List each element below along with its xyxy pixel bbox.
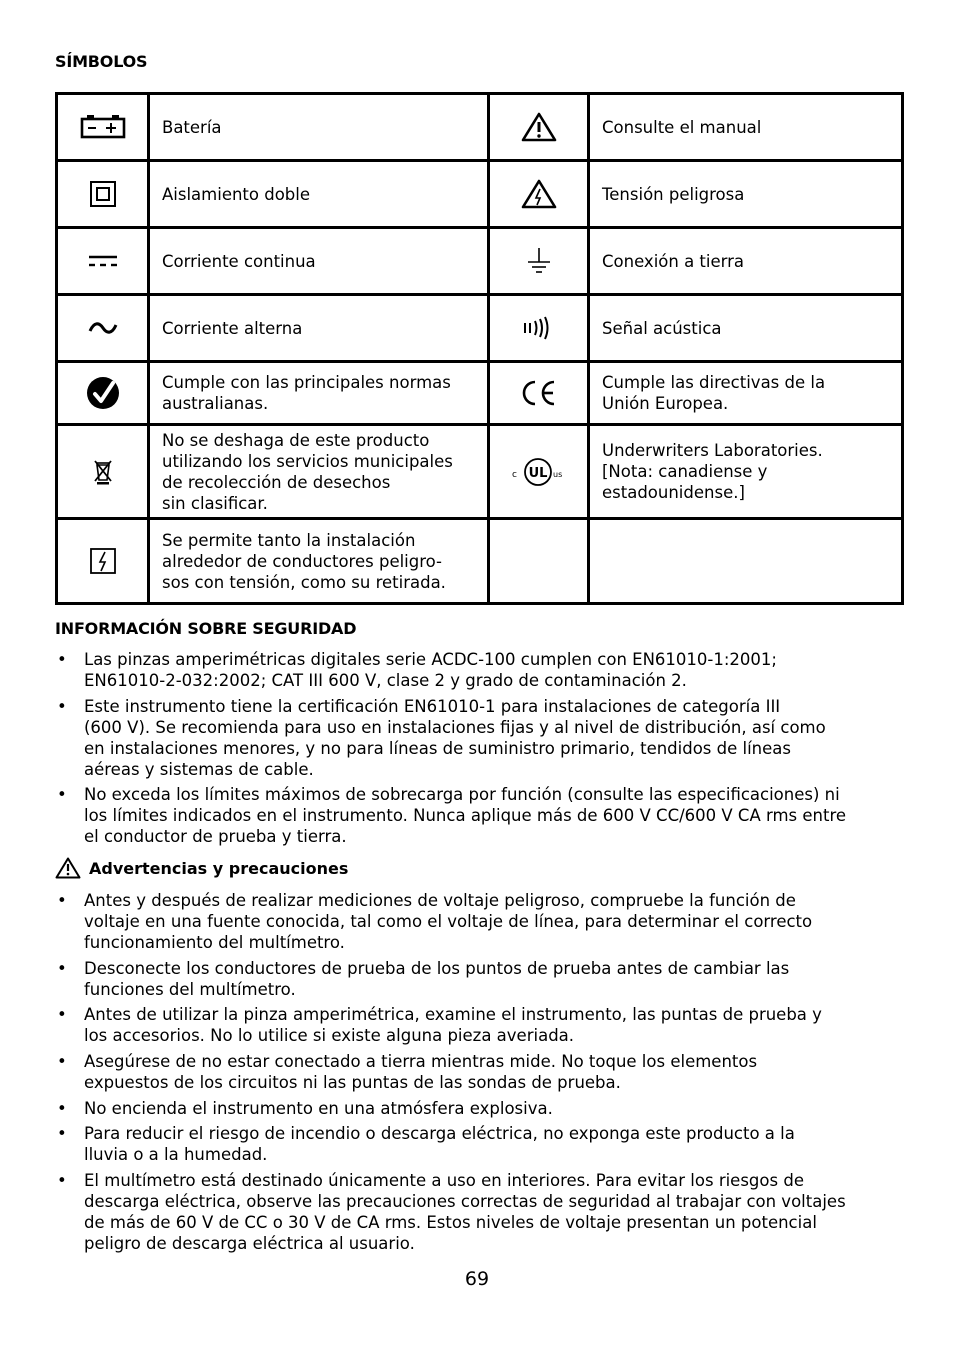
symbol-label: Señal acústica xyxy=(589,295,903,362)
list-item: • Desconecte los conductores de prueba de los puntos de prueba antes de cambiar las funciones del multímetro. xyxy=(55,958,907,1000)
battery-icon xyxy=(80,114,126,140)
symbol-label: Corriente continua xyxy=(149,228,489,295)
list-item: • Antes y después de realizar mediciones de voltaje peligroso, compruebe la función de voltaje en una fuente conocida, tal como el voltaje de línea, para determinar el correcto funcionamiento del multímetro. xyxy=(55,890,907,953)
list-item: • Las pinzas amperimétricas digitales serie ACDC-100 cumplen con EN61010-1:2001; EN61010-2-032:2002; CAT III 600 V, clase 2 y grado de contaminación 2. xyxy=(55,649,907,691)
warnings-list xyxy=(55,890,907,1259)
page-number: 69 xyxy=(464,1268,490,1290)
warning-triangle-icon xyxy=(55,857,81,879)
symbol-row xyxy=(57,228,903,295)
symbol-row xyxy=(57,362,903,425)
weee-crossed-bin-icon xyxy=(93,459,113,485)
symbol-label: Cumple las directivas de la Unión Europea. xyxy=(589,362,903,425)
warning-triangle-icon xyxy=(521,112,557,142)
symbol-label: Tensión peligrosa xyxy=(589,161,903,228)
list-item: • Asegúrese de no estar conectado a tierra mientras mide. No toque los elementos expuestos de los circuitos ni las puntas de las sondas de prueba. xyxy=(55,1051,907,1093)
ul-us-label: us xyxy=(552,469,562,479)
symbol-label: Batería xyxy=(149,94,489,161)
symbol-label: No se deshaga de este producto utilizando los servicios municipales de recolección de desechos sin clasificar. xyxy=(149,425,489,519)
symbol-label: Underwriters Laboratories. [Nota: canadiense y estadounidense.] xyxy=(589,425,903,519)
ground-icon xyxy=(526,247,552,275)
list-item: • Antes de utilizar la pinza amperimétrica, examine el instrumento, las puntas de prueba y los accesorios. No lo utilice si existe alguna pieza averiada. xyxy=(55,1004,907,1046)
symbol-label: Se permite tanto la instalación alrededor de conductores peligro- sos con tensión, como su retirada. xyxy=(149,519,489,604)
list-item: • Este instrumento tiene la certificación EN61010-1 para instalaciones de categoría III (600 V). Se recomienda para uso en instalaciones fijas y al nivel de distribución, así como en instalaciones menores, y no para líneas de suministro primario, tendidos de líneas aéreas y sistemas de cable. xyxy=(55,696,907,780)
list-item: • Para reducir el riesgo de incendio o descarga eléctrica, no exponga este producto a la lluvia o a la humedad. xyxy=(55,1123,907,1165)
warnings-heading xyxy=(55,857,348,879)
list-item: • No encienda el instrumento en una atmósfera explosiva. xyxy=(55,1098,907,1119)
audible-signal-icon xyxy=(522,315,556,341)
list-item: • El multímetro está destinado únicamente a uso en interiores. Para evitar los riesgos de descarga eléctrica, observe las precauciones correctas de seguridad al trabajar con voltajes de más de 60 V de CC o 30 V de CA rms. Estos niveles de voltaje presentan un potencial peligro de descarga eléctrica al usuario. xyxy=(55,1170,907,1254)
safety-list xyxy=(55,649,907,852)
ul-listing-icon xyxy=(511,455,567,489)
symbol-row xyxy=(57,161,903,228)
ce-mark-icon xyxy=(518,378,560,408)
symbol-label: Aislamiento doble xyxy=(149,161,489,228)
symbol-row xyxy=(57,94,903,161)
empty-cell xyxy=(489,519,589,604)
symbol-label: Corriente alterna xyxy=(149,295,489,362)
dangerous-voltage-icon xyxy=(521,179,557,209)
symbol-label: Conexión a tierra xyxy=(589,228,903,295)
symbol-row xyxy=(57,295,903,362)
alternating-current-icon xyxy=(88,321,118,335)
ul-label: UL xyxy=(528,465,547,481)
symbols-table xyxy=(55,92,904,605)
live-conductor-icon xyxy=(89,547,117,575)
list-item: • No exceda los límites máximos de sobrecarga por función (consulte las especificaciones) ni los límites indicados en el instrumento. Nunca aplique más de 600 V CC/600 V CA rms entre el conductor de prueba y tierra. xyxy=(55,784,907,847)
double-insulation-icon xyxy=(89,180,117,208)
direct-current-icon xyxy=(88,254,118,268)
symbol-label: Consulte el manual xyxy=(589,94,903,161)
symbol-row xyxy=(57,519,903,604)
symbols-heading: SÍMBOLOS xyxy=(55,52,148,71)
symbol-label: Cumple con las principales normas australianas. xyxy=(149,362,489,425)
c-tick-icon xyxy=(85,375,121,411)
warnings-heading-label: Advertencias y precauciones xyxy=(89,858,349,878)
safety-heading: INFORMACIÓN SOBRE SEGURIDAD xyxy=(55,619,357,638)
ul-c-label: c xyxy=(511,469,517,480)
symbol-row xyxy=(57,425,903,519)
empty-cell xyxy=(589,519,903,604)
